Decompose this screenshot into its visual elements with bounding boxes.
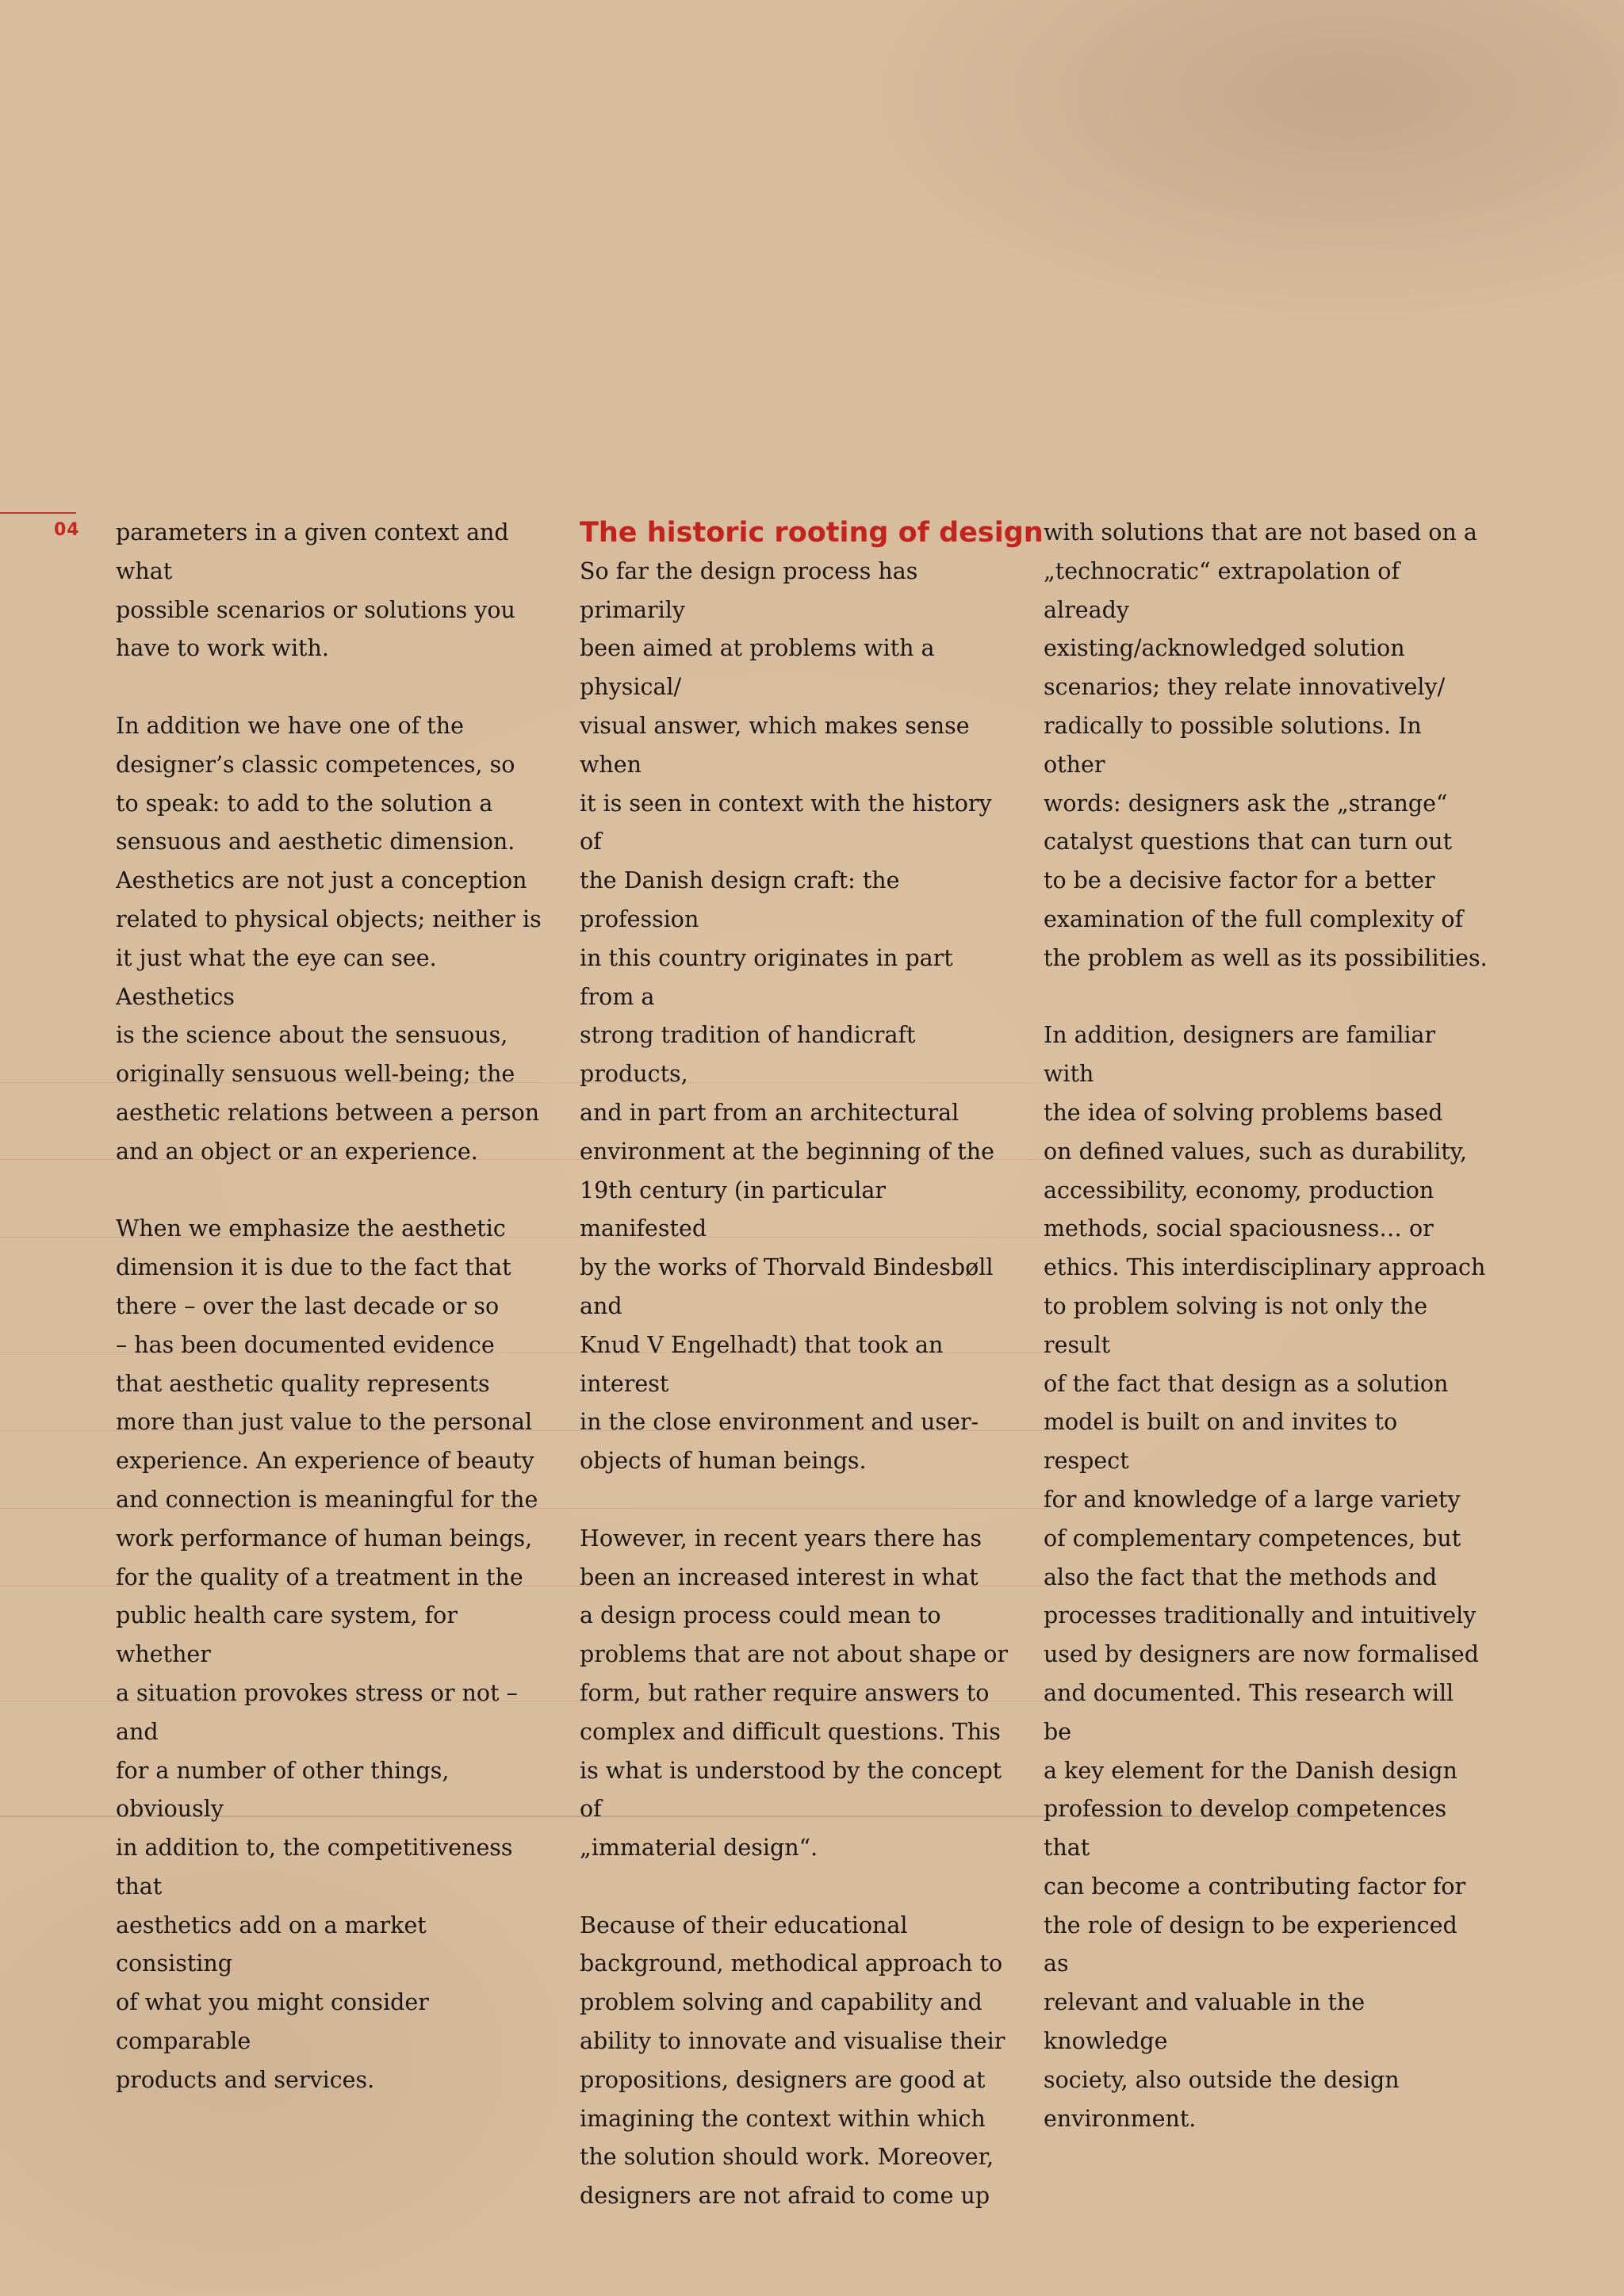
left-column	[116, 514, 548, 2100]
page-number-rule	[0, 512, 76, 514]
page-number: 04	[54, 520, 80, 540]
paragraph: However, in recent years there has been an increased interest in what a design process could mean to problems that are not about shape or form, but rather require answers to complex and difficult questions. This is what is understood by the concept of „immaterial design“.	[580, 1525, 1009, 1862]
right-column	[1044, 514, 1488, 2138]
paragraph: So far the design process has primarily been aimed at problems with a physical/ visual answer, which makes sense when it is seen in context with the history of the Danish design craft: the profession in this country originates in part from a strong tradition of handicraft products, and in part from an architectural environment at the beginning of the 19th century (in particular manifested by the works of Thorvald Bindesbøll and Knud V Engelhadt) that took an interest in the close environment and user- objects of human beings.	[580, 557, 994, 1475]
paragraph: with solutions that are not based on a „technocratic“ extrapolation of already existing/acknowledged solution scenarios; they relate innovatively/ radically to possible solutions. In other words: designers ask the „strange“ catalyst questions that can turn out to be a decisive factor for a better examination of the full complexity of the problem as well as its possibilities.	[1044, 519, 1488, 971]
paragraph: Because of their educational background, methodical approach to problem solving and capability and ability to innovate and visualise their propositions, designers are good at imagining the context within which the solution should work. Moreover, designers are not afraid to come up	[580, 1911, 1005, 2210]
paragraph: In addition, designers are familiar with the idea of solving problems based on defined values, such as durability, accessibility, economy, production methods, social spaciousness… or ethics. This interdisciplinary approach to problem solving is not only the result of the fact that design as a solution model is built on and invites to respect for and knowledge of a large variety of complementary competences, but also the fact that the methods and processes traditionally and intuitively used by designers are now formalised and documented. This research will be a key element for the Danish design profession to develop competences that can become a contributing factor for the role of design to be experienced as relevant and valuable in the knowledge society, also outside the design environment.	[1044, 1022, 1486, 2132]
section-heading: The historic rooting of design	[580, 517, 1044, 549]
paragraph: When we emphasize the aesthetic dimension it is due to the fact that there – over the last decade or so – has been documented evidence that aesthetic quality represents more than just value to the personal experience. An experience of beauty and connection is meaningful for the work performance of human beings, for the quality of a treatment in the public health care system, for whether a situation provokes stress or not – and for a number of other things, obviously in addition to, the competitiveness that aesthetics add on a market consisting of what you might consider comparable products and services.	[116, 1215, 538, 2093]
paragraph: parameters in a given context and what possible scenarios or solutions you have to work with.	[116, 519, 515, 662]
middle-column	[580, 514, 1044, 2216]
paragraph: In addition we have one of the designer’s classic competences, so to speak: to add to the solution a sensuous and aesthetic dimension. Aesthetics are not just a conception related to physical objects; neither is it just what the eye can see. Aesthetics is the science about the sensuous, originally sensuous well-being; the aesthetic relations between a person and an object or an experience.	[116, 712, 542, 1165]
